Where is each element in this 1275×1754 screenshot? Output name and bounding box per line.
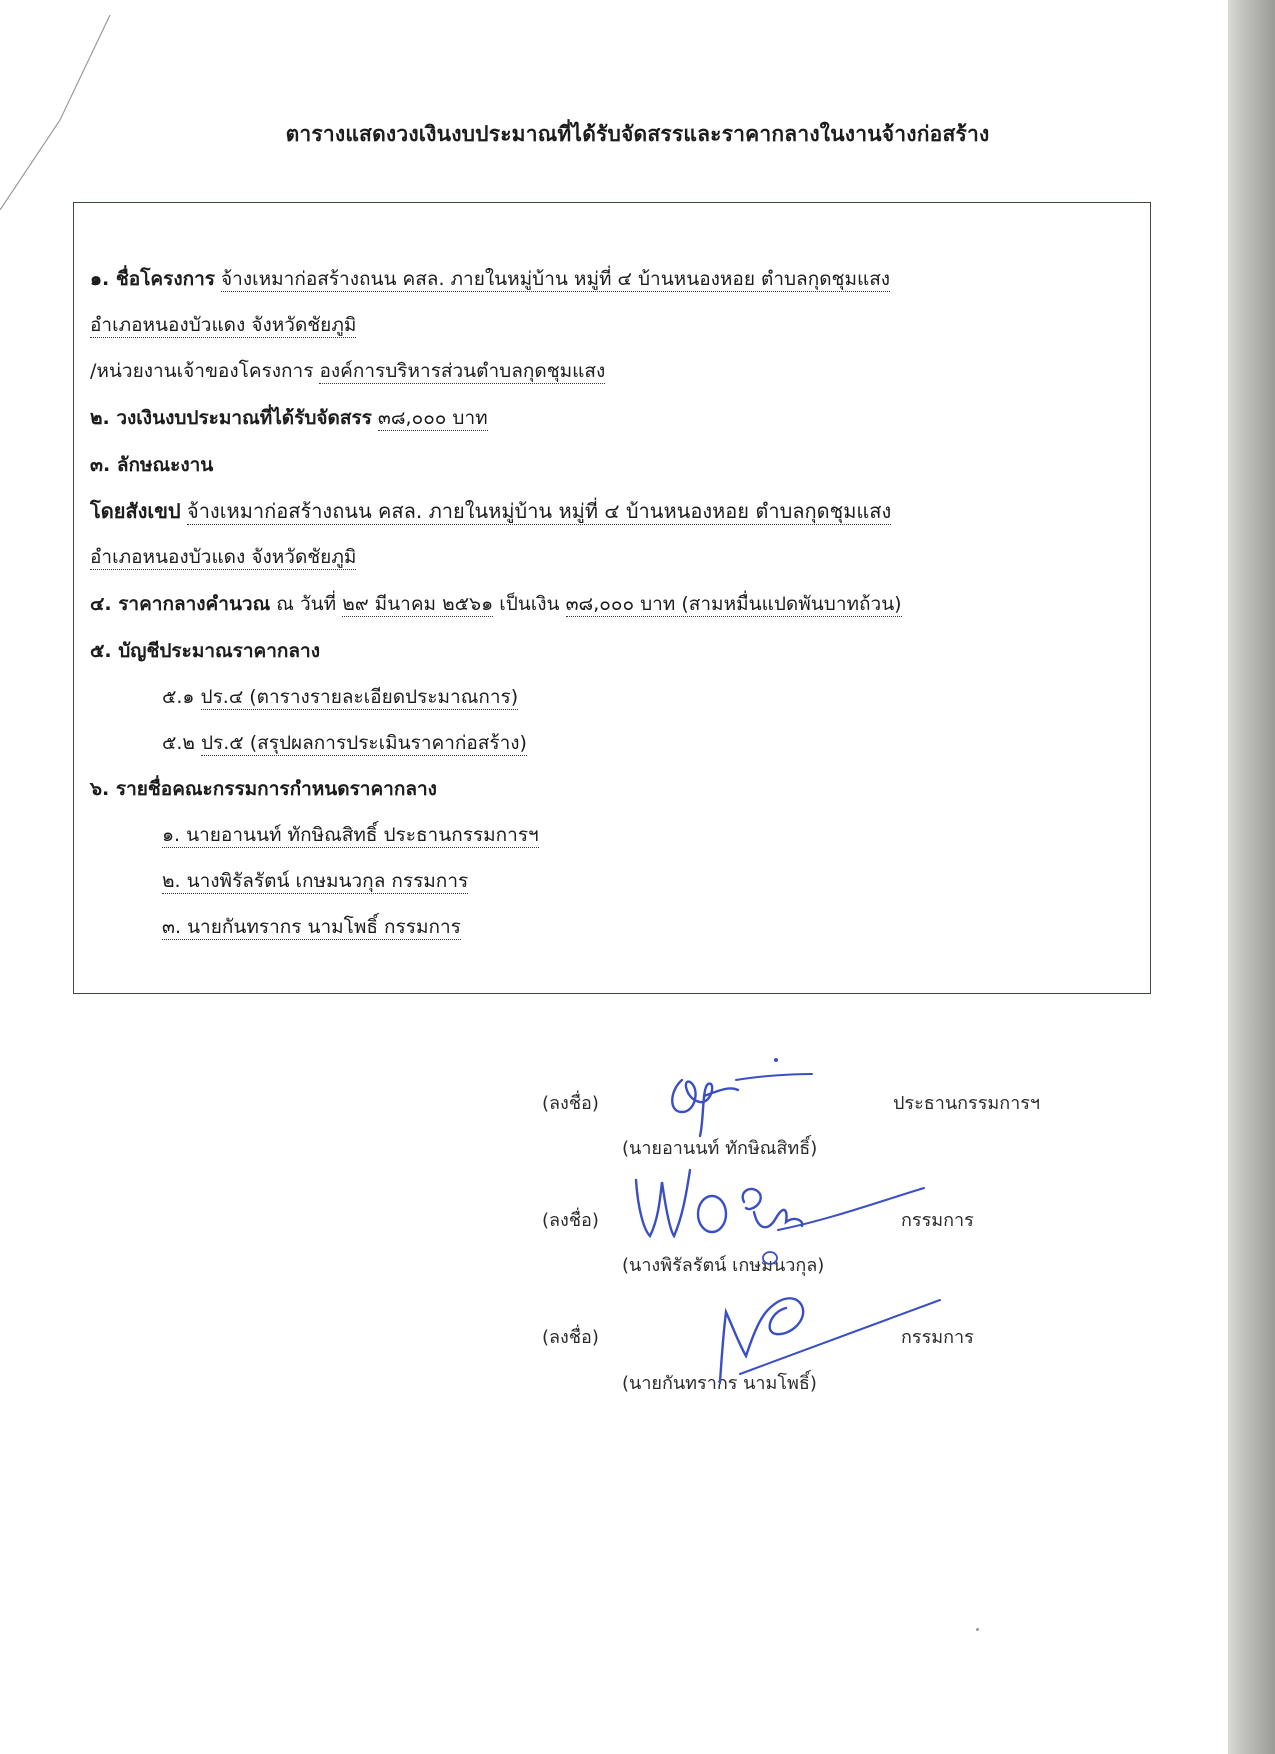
item3-summary-label: โดยสังเขป [90, 499, 181, 523]
item1-value-line2: อำเภอหนองบัวแดง จังหวัดชัยภูมิ [90, 314, 357, 336]
item4-amount-prefix: เป็นเงิน [499, 593, 560, 615]
scan-artifact-line [0, 10, 120, 210]
item4-date-value: ๒๙ มีนาคม ๒๕๖๑ [342, 593, 494, 615]
signature-scribble [660, 1050, 820, 1140]
scan-page-edge [1228, 0, 1275, 1754]
signature-role: กรรมการ [901, 1210, 974, 1231]
item3-label: ๓. ลักษณะงาน [90, 454, 214, 476]
committee-member-text: ๒. นางพิรัลรัตน์ เกษมนวกุล กรรมการ [162, 870, 469, 892]
item5-sub1-text: ปร.๔ (ตารางรายละเอียดประมาณการ) [200, 686, 519, 708]
item3-line [90, 452, 213, 478]
signature-prefix: (ลงชื่อ) [542, 1210, 599, 1231]
item4-label: ๔. ราคากลางคำนวณ [90, 593, 271, 615]
signature-role: กรรมการ [901, 1327, 974, 1348]
item5-sub2-text: ปร.๕ (สรุปผลการประเมินราคาก่อสร้าง) [201, 732, 527, 754]
signature-prefix: (ลงชื่อ) [542, 1327, 599, 1348]
item2-value: ๓๘,๐๐๐ บาท [377, 407, 488, 429]
agency-value: องค์การบริหารส่วนตำบลกุดชุมแสง [319, 360, 606, 382]
item6-label: ๖. รายชื่อคณะกรรมการกำหนดราคากลาง [90, 778, 437, 800]
item2-line [90, 405, 488, 431]
committee-member [162, 868, 468, 894]
scan-speck [976, 1628, 979, 1631]
item4-amount-value: ๓๘,๐๐๐ บาท (สามหมื่นแปดพันบาทถ้วน) [565, 593, 902, 615]
signature-name: (นายกันทรากร นามโพธิ์) [622, 1373, 817, 1394]
item1-value-line1: จ้างเหมาก่อสร้างถนน คสล. ภายในหมู่บ้าน หมู่ที่ ๔ บ้านหนองหอย ตำบลกุดชุมแสง [221, 268, 891, 290]
item5-label: ๕. บัญชีประมาณราคากลาง [90, 640, 320, 662]
item1-label: ๑. ชื่อโครงการ [90, 268, 215, 290]
signature-scribble [628, 1160, 928, 1265]
item5-sub1 [162, 684, 518, 710]
item1-agency-line [90, 358, 605, 384]
item5-sub2 [162, 730, 527, 756]
document-title: ตารางแสดงวงเงินงบประมาณที่ได้รับจัดสรรและราคากลางในงานจ้างก่อสร้าง [285, 122, 990, 146]
item1-line1 [90, 266, 890, 292]
committee-member [162, 914, 461, 940]
item2-label: ๒. วงเงินงบประมาณที่ได้รับจัดสรร [90, 407, 372, 429]
signature-name: (นางพิรัลรัตน์ เกษมนวกุล) [622, 1255, 825, 1276]
item3-summary-line2 [90, 544, 356, 570]
item1-line2 [90, 312, 356, 338]
committee-member [162, 822, 539, 848]
item3-summary-line1-text: จ้างเหมาก่อสร้างถนน คสล. ภายในหมู่บ้าน หมู่ที่ ๔ บ้านหนองหอย ตำบลกุดชุมแสง [186, 499, 892, 523]
item5-line [90, 638, 320, 664]
item4-date-prefix: ณ วันที่ [276, 593, 337, 615]
signature-scribble [700, 1282, 960, 1392]
agency-label: /หน่วยงานเจ้าของโครงการ [90, 360, 314, 382]
signature-role: ประธานกรรมการฯ [893, 1093, 1041, 1114]
committee-member-text: ๑. นายอานนท์ ทักษิณสิทธิ์ ประธานกรรมการฯ [162, 824, 539, 846]
item5-sub1-num: ๕.๑ [162, 686, 195, 708]
item3-summary-line2-text: อำเภอหนองบัวแดง จังหวัดชัยภูมิ [90, 546, 357, 568]
item5-sub2-num: ๕.๒ [162, 732, 195, 754]
signature-name: (นายอานนท์ ทักษิณสิทธิ์) [622, 1138, 818, 1159]
item3-summary-line1 [90, 498, 891, 524]
item6-line [90, 776, 437, 802]
committee-member-text: ๓. นายกันทรากร นามโพธิ์ กรรมการ [162, 916, 461, 938]
signature-prefix: (ลงชื่อ) [542, 1093, 599, 1114]
item4-line [90, 591, 902, 617]
